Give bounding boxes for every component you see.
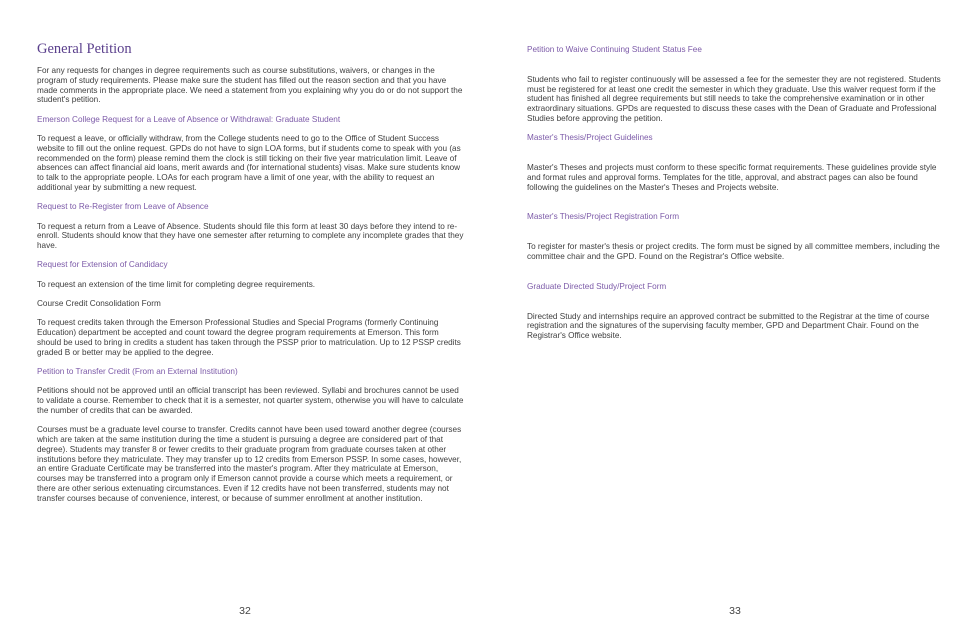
section-heading: Emerson College Request for a Leave of Absence or Withdrawal: Graduate Student [37,114,341,124]
paragraph: Courses must be a graduate level course to transfer. Credits cannot have been used toward another degree (courses which are taken at the same institution during the time a student is pursuing a degree are considered part of that degree). Students may transfer 8 or fewer credits to their graduate program from graduate courses taken at other institutions before they matriculate. They may transfer up to 12 credits from Emerson PSSP. In some cases, however, an entire Graduate Certificate may be transferred into the master's program. After they matriculate at Emerson, courses may be transferred into a program only if Emerson cannot provide a course which meets a requirement, or there are other serious extenuating circumstances. Even if 12 credits have not been transferred, students may not transfer courses because of convenience, interest, or because of summer enrollment at another institution. [37,425,462,503]
paragraph: To request a return from a Leave of Absence. Students should file this form at least 30 days before they intend to re-enroll. Students should know that they have one semester after returning to complete any incomplete grades that they have. [37,221,464,251]
paragraph: Students who fail to register continuously will be assessed a fee for the semester they are not registered. Students must be registered for at least one credit the semester in which they graduate. Use this waiver request form if the student has finished all degree requirements but still needs to take the comprehensive examination or in other extraordinary situations. GPDs are requested to discuss these cases with the Dean of Graduate and Professional Studies before approving the petition. [527,74,941,123]
page-title: General Petition [37,41,132,57]
paragraph: To request credits taken through the Emerson Professional Studies and Special Programs (formerly Continuing Education) department be accepted and count toward the degree program requirements at Emerson. This form should be used to bring in credits a student has taken through the PSSP prior to matriculation. Up to 12 PSSP credits graded B or better may be applied to the degree. [37,318,461,357]
page-number: 32 [239,605,251,617]
page-number: 33 [729,605,741,617]
paragraph: To register for master's thesis or project credits. The form must be signed by all committee members, including the committee chair and the GPD. Found on the Registrar's Office website. [527,242,940,262]
left-content [37,66,465,513]
section-heading: Master's Thesis/Project Guidelines [527,133,653,143]
paragraph: Master's Theses and projects must conform to these specific format requirements. These guidelines provide style and format rules and approval forms. Templates for the title, approval, and abstract pages can also be found following the guidelines on the Master's Theses and Projects website. [527,163,937,192]
left-page [37,0,465,634]
right-content [527,45,947,351]
paragraph: To request an extension of the time limit for completing degree requirements. [37,279,316,289]
section-heading: Graduate Directed Study/Project Form [527,281,667,291]
section-heading: Master's Thesis/Project Registration Form [527,212,680,222]
section-heading: Request to Re-Register from Leave of Absence [37,202,209,212]
paragraph: For any requests for changes in degree requirements such as course substitutions, waivers, or changes in the program of study requirements. Please make sure the student has filled out the reason section and that you have made comments in the appropriate place. We need a statement from you explaining why you do or do not support the student's petition. [37,66,463,105]
paragraph: Directed Study and internships require an approved contract be submitted to the Registrar at the time of course registration and the signatures of the supervising faculty member, GPD and Department Chair. Found on the Registrar's Office website. [527,311,930,341]
section-heading: Petition to Transfer Credit (From an External Institution) [37,367,238,377]
section-heading: Petition to Waive Continuing Student Status Fee [527,45,702,54]
paragraph: To request a leave, or officially withdraw, from the College students need to go to the Office of Student Success website to fill out the online request. GPDs do not have to sign LOA forms, but if students come to speak with you (as recommended on the form) please remind them the clock is still ticking on their five year matriculation limit. Leave of absences can affect financial aid loans, merit awards and (for international students) visas. Make sure students know to talk to the appropriate people. LOAs for each program have a limit of one year, with the ability to request an additional year by submitting a new request. [37,133,461,192]
section-heading: Request for Extension of Candidacy [37,260,168,270]
paragraph: Course Credit Consolidation Form [37,299,161,309]
right-page [527,0,947,634]
paragraph: Petitions should not be approved until an official transcript has been reviewed. Syllabi and brochures cannot be used to validate a course. Remember to check that it is a semester, not quarter system, otherwise you will have to calculate the number of credits that can be awarded. [37,386,464,415]
